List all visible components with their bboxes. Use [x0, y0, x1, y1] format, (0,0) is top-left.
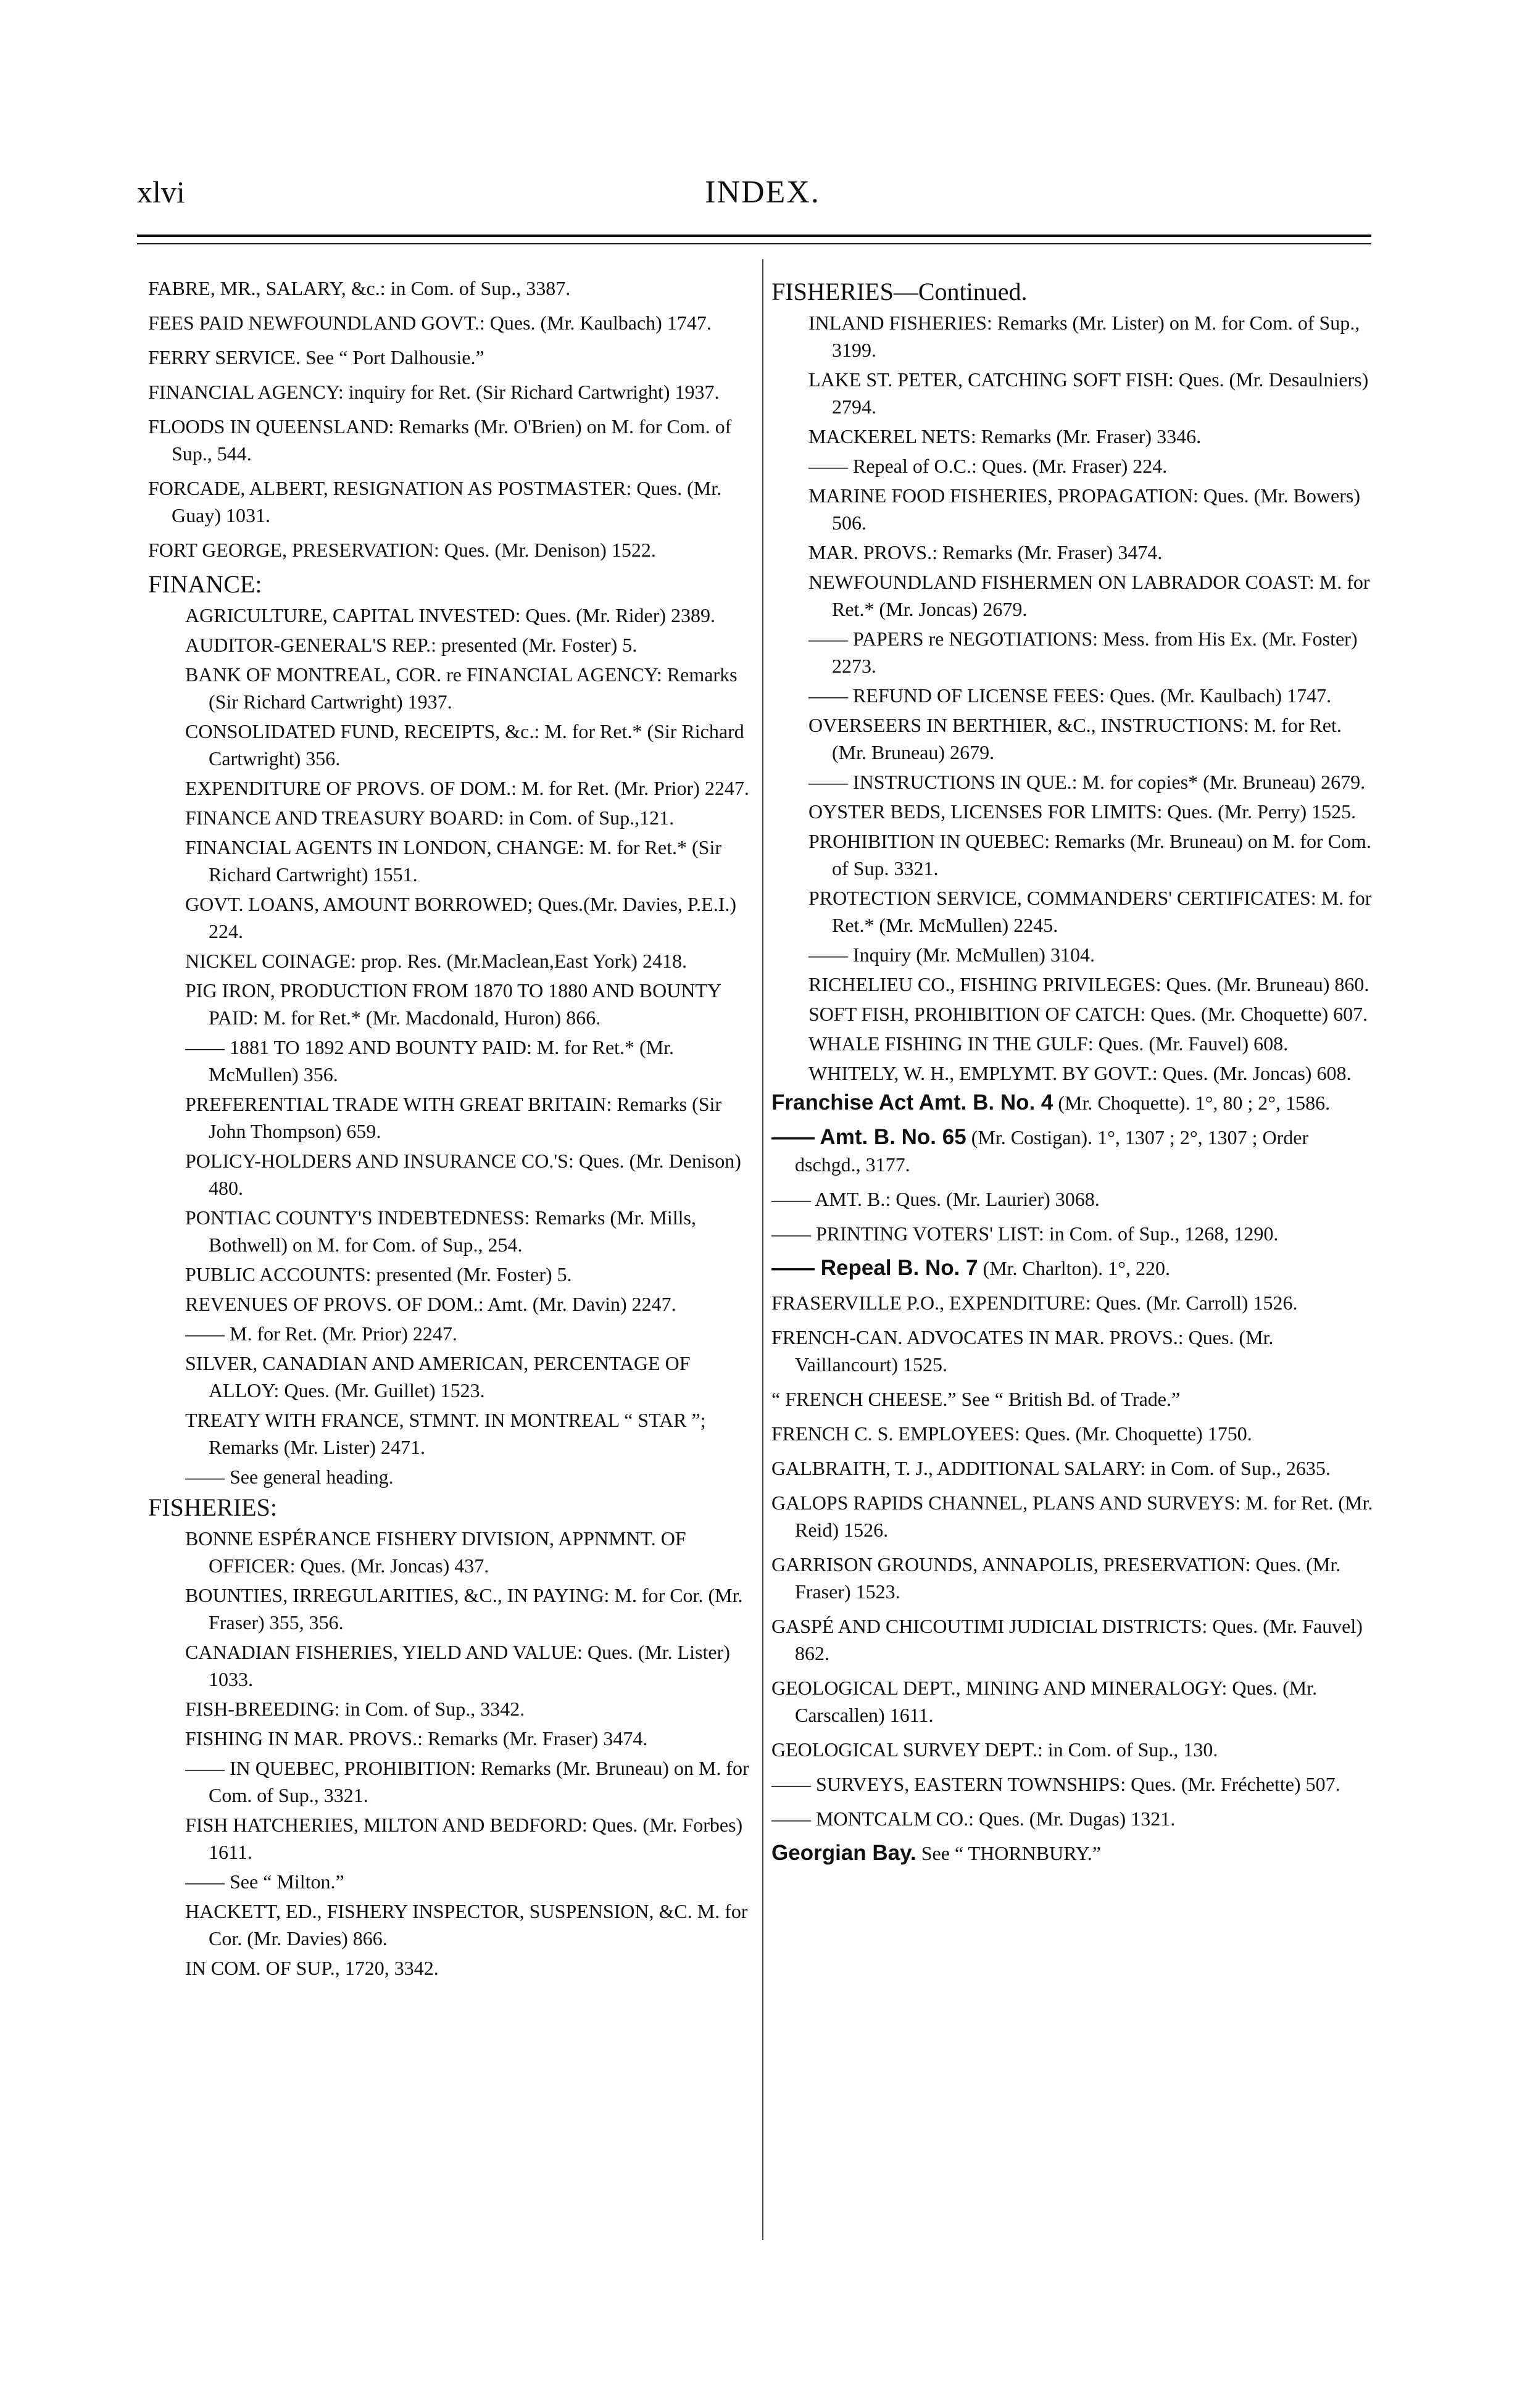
index-subentry: —— IN QUEBEC, PROHIBITION: Remarks (Mr. Bruneau) on M. for Com. of Sup., 3321. — [185, 1757, 749, 1806]
index-subentry: PUBLIC ACCOUNTS: presented (Mr. Foster) 5. — [185, 1263, 572, 1285]
index-subentry: —— PAPERS re NEGOTIATIONS: Mess. from His Ex. (Mr. Foster) 2273. — [808, 628, 1358, 677]
index-subentry: EXPENDITURE OF PROVS. OF DOM.: M. for Ret. (Mr. Prior) 2247. — [185, 777, 749, 799]
index-subentry: FISH HATCHERIES, MILTON AND BEDFORD: Ques. (Mr. Forbes) 1611. — [185, 1814, 743, 1863]
index-subentry: AUDITOR-GENERAL'S REP.: presented (Mr. Foster) 5. — [185, 634, 638, 656]
index-subentry: GOVT. LOANS, AMOUNT BORROWED; Ques.(Mr. Davies, P.E.I.) 224. — [185, 893, 736, 942]
index-subentry: RICHELIEU CO., FISHING PRIVILEGES: Ques. (Mr. Bruneau) 860. — [808, 973, 1369, 995]
index-entry: FEES PAID NEWFOUNDLAND GOVT.: Ques. (Mr. Kaulbach) 1747. — [148, 312, 712, 334]
index-entry: FLOODS IN QUEENSLAND: Remarks (Mr. O'Brien) on M. for Com. of Sup., 544. — [148, 415, 732, 465]
index-subentry: LAKE ST. PETER, CATCHING SOFT FISH: Ques. (Mr. Desaulniers) 2794. — [808, 368, 1369, 418]
index-entry-bold — [771, 1124, 1376, 1178]
header-rule-thin — [137, 243, 1371, 244]
index-subentry: NICKEL COINAGE: prop. Res. (Mr.Maclean,East York) 2418. — [185, 950, 687, 972]
index-subentry: BOUNTIES, IRREGULARITIES, &C., IN PAYING: M. for Cor. (Mr. Fraser) 355, 356. — [185, 1584, 743, 1634]
index-subentry: NEWFOUNDLAND FISHERMEN ON LABRADOR COAST: M. for Ret.* (Mr. Joncas) 2679. — [808, 571, 1370, 620]
index-entry: FINANCIAL AGENCY: inquiry for Ret. (Sir Richard Cartwright) 1937. — [148, 381, 720, 403]
index-entry: FABRE, MR., SALARY, &c.: in Com. of Sup., 3387. — [148, 277, 571, 299]
left-column — [148, 275, 753, 1984]
entry-details: (Mr. Charlton). 1°, 220. — [978, 1257, 1170, 1279]
section-heading: FISHERIES—Continued. — [771, 278, 1028, 305]
index-subentry: PROHIBITION IN QUEBEC: Remarks (Mr. Bruneau) on M. for Com. of Sup. 3321. — [808, 830, 1371, 879]
index-entry: —— SURVEYS, EASTERN TOWNSHIPS: Ques. (Mr. Fréchette) 507. — [771, 1773, 1340, 1795]
index-subentry: MARINE FOOD FISHERIES, PROPAGATION: Ques. (Mr. Bowers) 506. — [808, 484, 1360, 534]
entry-details: (Mr. Choquette). 1°, 80 ; 2°, 1586. — [1053, 1092, 1331, 1114]
index-subentry: MACKEREL NETS: Remarks (Mr. Fraser) 3346. — [808, 425, 1202, 447]
index-entry: GARRISON GROUNDS, ANNAPOLIS, PRESERVATION: Ques. (Mr. Fraser) 1523. — [771, 1553, 1341, 1603]
index-subentry: PONTIAC COUNTY'S INDEBTEDNESS: Remarks (Mr. Mills, Bothwell) on M. for Com. of Sup., 254. — [185, 1206, 696, 1256]
page-title: INDEX. — [705, 175, 820, 210]
section-heading: FISHERIES: — [148, 1493, 277, 1521]
entry-title: Georgian Bay. — [771, 1841, 916, 1865]
index-entry: GALOPS RAPIDS CHANNEL, PLANS AND SURVEYS: M. for Ret. (Mr. Reid) 1526. — [771, 1492, 1373, 1541]
index-entry: GALBRAITH, T. J., ADDITIONAL SALARY: in Com. of Sup., 2635. — [771, 1457, 1331, 1479]
index-subentry: WHITELY, W. H., EMPLYMT. BY GOVT.: Ques. (Mr. Joncas) 608. — [808, 1062, 1352, 1084]
column-divider — [762, 259, 763, 2240]
section-heading: FINANCE: — [148, 570, 262, 598]
index-subentry: SOFT FISH, PROHIBITION OF CATCH: Ques. (Mr. Choquette) 607. — [808, 1003, 1368, 1025]
entry-title: Franchise Act Amt. B. No. 4 — [771, 1090, 1053, 1115]
index-subentry: SILVER, CANADIAN AND AMERICAN, PERCENTAGE OF ALLOY: Ques. (Mr. Guillet) 1523. — [185, 1352, 691, 1401]
index-entry: —— AMT. B.: Ques. (Mr. Laurier) 3068. — [771, 1188, 1100, 1210]
index-subentry: TREATY WITH FRANCE, STMNT. IN MONTREAL “ STAR ”; Remarks (Mr. Lister) 2471. — [185, 1409, 706, 1458]
index-entry: GASPÉ AND CHICOUTIMI JUDICIAL DISTRICTS: Ques. (Mr. Fauvel) 862. — [771, 1615, 1363, 1664]
index-subentry: —— Repeal of O.C.: Ques. (Mr. Fraser) 224. — [808, 455, 1168, 477]
index-subentry: POLICY-HOLDERS AND INSURANCE CO.'S: Ques. (Mr. Denison) 480. — [185, 1150, 741, 1199]
index-subentry: FISHING IN MAR. PROVS.: Remarks (Mr. Fraser) 3474. — [185, 1727, 648, 1750]
entry-details: See “ THORNBURY.” — [916, 1842, 1101, 1864]
index-subentry: BANK OF MONTREAL, COR. re FINANCIAL AGENCY: Remarks (Sir Richard Cartwright) 1937. — [185, 663, 738, 713]
index-subentry: OVERSEERS IN BERTHIER, &C., INSTRUCTIONS: M. for Ret. (Mr. Bruneau) 2679. — [808, 714, 1342, 763]
index-subentry: —— 1881 TO 1892 AND BOUNTY PAID: M. for Ret.* (Mr. McMullen) 356. — [185, 1036, 675, 1086]
index-subentry: MAR. PROVS.: Remarks (Mr. Fraser) 3474. — [808, 541, 1163, 563]
index-entry-bold — [771, 1840, 1376, 1867]
index-subentry: BONNE ESPÉRANCE FISHERY DIVISION, APPNMNT. OF OFFICER: Ques. (Mr. Joncas) 437. — [185, 1527, 686, 1577]
header-rule-thick — [137, 235, 1371, 237]
index-subentry: —— See general heading. — [185, 1466, 394, 1488]
index-subentry: INLAND FISHERIES: Remarks (Mr. Lister) on M. for Com. of Sup., 3199. — [808, 312, 1360, 361]
index-entry: GEOLOGICAL DEPT., MINING AND MINERALOGY: Ques. (Mr. Carscallen) 1611. — [771, 1677, 1318, 1726]
index-entry: GEOLOGICAL SURVEY DEPT.: in Com. of Sup., 130. — [771, 1738, 1218, 1761]
entry-title: —— Repeal B. No. 7 — [771, 1256, 978, 1280]
index-entry: —— MONTCALM CO.: Ques. (Mr. Dugas) 1321. — [771, 1808, 1176, 1830]
index-subentry: AGRICULTURE, CAPITAL INVESTED: Ques. (Mr. Rider) 2389. — [185, 604, 716, 626]
right-column — [771, 275, 1376, 1874]
index-subentry: CONSOLIDATED FUND, RECEIPTS, &c.: M. for Ret.* (Sir Richard Cartwright) 356. — [185, 720, 744, 770]
index-entry: FERRY SERVICE. See “ Port Dalhousie.” — [148, 346, 484, 368]
index-subentry: —— REFUND OF LICENSE FEES: Ques. (Mr. Kaulbach) 1747. — [808, 684, 1332, 707]
index-entry: —— PRINTING VOTERS' LIST: in Com. of Sup., 1268, 1290. — [771, 1223, 1279, 1245]
index-entry: “ FRENCH CHEESE.” See “ British Bd. of Trade.” — [771, 1388, 1181, 1410]
index-entry: FRASERVILLE P.O., EXPENDITURE: Ques. (Mr. Carroll) 1526. — [771, 1292, 1298, 1314]
entry-details: (Mr. Costigan). 1°, 1307 ; 2°, 1307 ; Order dschgd., 3177. — [795, 1126, 1309, 1176]
index-subentry: —— Inquiry (Mr. McMullen) 3104. — [808, 944, 1095, 966]
index-subentry: FISH-BREEDING: in Com. of Sup., 3342. — [185, 1698, 525, 1720]
index-subentry: PIG IRON, PRODUCTION FROM 1870 TO 1880 AND BOUNTY PAID: M. for Ret.* (Mr. Macdonald, Huron) 866. — [185, 979, 721, 1029]
index-subentry: FINANCE AND TREASURY BOARD: in Com. of Sup.,121. — [185, 807, 675, 829]
index-subentry: CANADIAN FISHERIES, YIELD AND VALUE: Ques. (Mr. Lister) 1033. — [185, 1641, 730, 1690]
page-number: xlvi — [137, 175, 185, 209]
index-subentry: PROTECTION SERVICE, COMMANDERS' CERTIFICATES: M. for Ret.* (Mr. McMullen) 2245. — [808, 887, 1372, 936]
index-subentry: REVENUES OF PROVS. OF DOM.: Amt. (Mr. Davin) 2247. — [185, 1293, 676, 1315]
index-entry: FRENCH C. S. EMPLOYEES: Ques. (Mr. Choquette) 1750. — [771, 1422, 1252, 1445]
index-subentry: OYSTER BEDS, LICENSES FOR LIMITS: Ques. (Mr. Perry) 1525. — [808, 800, 1357, 823]
index-entry-bold — [771, 1255, 1376, 1282]
index-subentry: WHALE FISHING IN THE GULF: Ques. (Mr. Fauvel) 608. — [808, 1032, 1289, 1055]
index-entry: FORT GEORGE, PRESERVATION: Ques. (Mr. Denison) 1522. — [148, 539, 656, 561]
index-subentry: PREFERENTIAL TRADE WITH GREAT BRITAIN: Remarks (Sir John Thompson) 659. — [185, 1093, 722, 1142]
index-subentry: HACKETT, ED., FISHERY INSPECTOR, SUSPENSION, &C. M. for Cor. (Mr. Davies) 866. — [185, 1900, 748, 1949]
index-entry-bold — [771, 1089, 1376, 1116]
index-subentry: —— INSTRUCTIONS IN QUE.: M. for copies* (Mr. Bruneau) 2679. — [808, 771, 1366, 793]
index-subentry: —— M. for Ret. (Mr. Prior) 2247. — [185, 1322, 457, 1345]
index-subentry: FINANCIAL AGENTS IN LONDON, CHANGE: M. for Ret.* (Sir Richard Cartwright) 1551. — [185, 836, 721, 886]
index-entry: FORCADE, ALBERT, RESIGNATION AS POSTMASTER: Ques. (Mr. Guay) 1031. — [148, 477, 722, 526]
index-entry: FRENCH-CAN. ADVOCATES IN MAR. PROVS.: Ques. (Mr. Vaillancourt) 1525. — [771, 1326, 1274, 1376]
index-subentry: —— See “ Milton.” — [185, 1870, 344, 1893]
entry-title: —— Amt. B. No. 65 — [771, 1125, 966, 1149]
index-subentry: IN COM. OF SUP., 1720, 3342. — [185, 1957, 439, 1979]
